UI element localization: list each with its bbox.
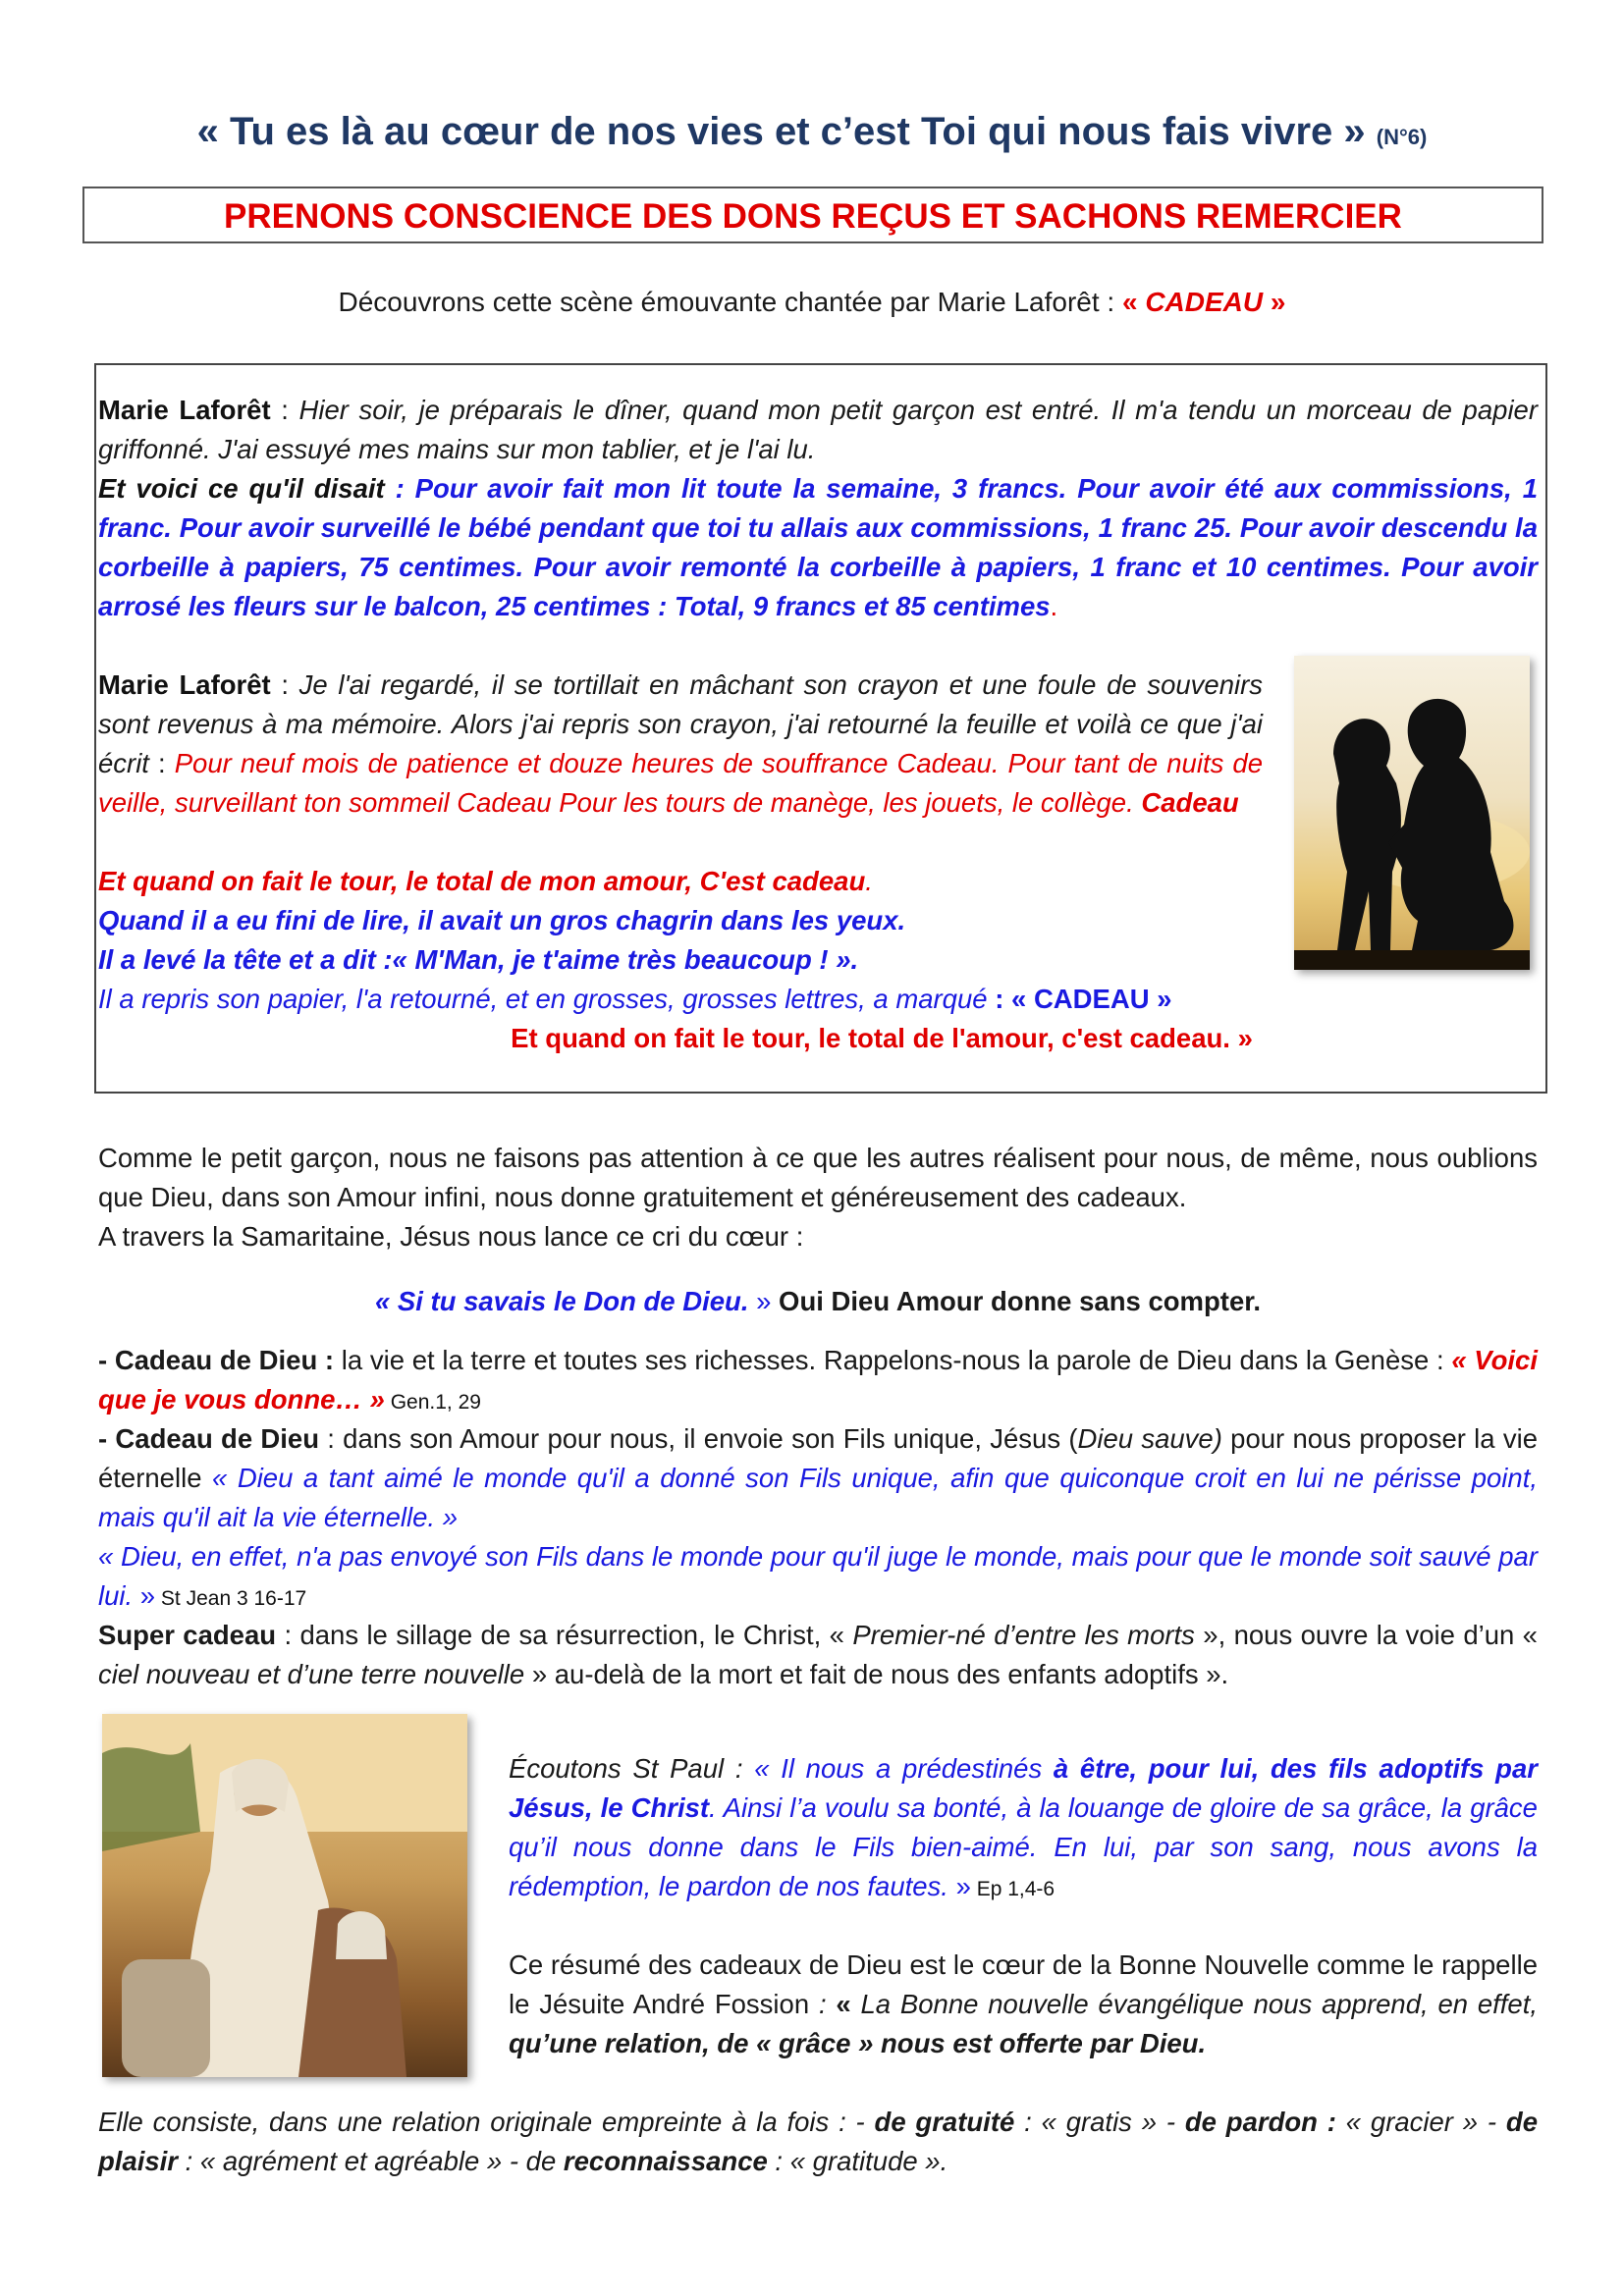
bible-reference: Ep 1,4-6 <box>970 1878 1056 1900</box>
lyrics-paragraph-2 <box>98 469 1538 626</box>
title-text: « Tu es là au cœur de nos vies et c’est Toi qui nous fais vivre » <box>196 110 1366 153</box>
cadeau-2-quote <box>98 1537 1538 1619</box>
cadeau-label: - Cadeau de Dieu <box>98 1423 319 1454</box>
lyrics-line-1 <box>98 862 1263 901</box>
john-quote: « Dieu, en effet, n'a pas envoyé son Fils dans le monde pour qu'il juge le monde, mais pour que le monde soit sauvé par lui. <box>98 1541 1538 1611</box>
st-paul-paragraph <box>509 1749 1538 1909</box>
lyrics-text: Hier soir, je préparais le dîner, quand mon petit garçon est entré. Il m'a tendu un morceau de papier griffonné. J'ai essuyé mes mains sur mon tablier, et je l'ai lu. <box>98 395 1539 464</box>
lyrics-text: Il a levé la tête et a dit :« M'Man, je t'aime très beaucoup ! ». <box>98 944 859 975</box>
paul-lead: Écoutons St Paul : <box>509 1753 755 1784</box>
closing-bold: reconnaissance <box>563 2146 768 2176</box>
lyrics-paragraph-3 <box>98 666 1263 823</box>
closing-bold: de pardon : <box>1184 2107 1336 2137</box>
closing-text: : « gratis » - <box>1014 2107 1185 2137</box>
period: . <box>1050 591 1058 621</box>
cadeau-word: Cadeau <box>1141 787 1239 818</box>
cadeau-text: : dans le sillage de sa résurrection, le Christ, « <box>276 1620 853 1650</box>
closing-text: Elle consiste, dans une relation originale empreinte à la fois : - <box>98 2107 875 2137</box>
silhouette-icon <box>1294 656 1530 970</box>
lyrics-text: Quand il a eu fini de lire, il avait un gros chagrin dans les yeux. <box>98 905 906 935</box>
body-paragraph-2 <box>98 1217 1538 1256</box>
cadeau-word: : « CADEAU » <box>987 984 1172 1014</box>
song-close-quote: » <box>1270 287 1286 317</box>
genesis-quote: « Voici que je vous donne… » <box>98 1345 1538 1415</box>
paul-quote-bold: à être, pour lui, des fils adoptifs par Jésus, le Christ <box>509 1753 1538 1823</box>
closing-bold: de gratuité <box>874 2107 1015 2137</box>
don-de-dieu-quote <box>98 1282 1538 1321</box>
lyrics-line-2 <box>98 901 1263 940</box>
fossion-paragraph <box>509 1946 1538 2063</box>
lyrics-paragraph-1 <box>98 391 1538 469</box>
paul-quote: . Ainsi l’a voulu sa bonté, à la louange de gloire de sa grâce, la grâce qu’il nous donne dans le Fils bien-aimé. En lui, par son sang, nous avons la rédemption, le pardon de nos fautes. <box>509 1792 1538 1901</box>
cadeau-text: », nous ouvre la voie d’un « <box>1194 1620 1538 1650</box>
separator: : <box>148 748 175 778</box>
lyrics-text: Je l'ai regardé, il se tortillait en mâchant son crayon et une foule de souvenirs sont revenus à ma mémoire. Alors j'ai repris son crayon, j'ai retourné la feuille et voilà ce que j'ai écrit <box>98 669 1264 778</box>
closing-text: : « agrément et agréable » - de <box>178 2146 564 2176</box>
separator: : <box>809 1989 837 2019</box>
page-title <box>0 110 1624 154</box>
cadeau-italic: Dieu sauve) <box>1077 1423 1222 1454</box>
quote-after: Oui Dieu Amour donne sans compter. <box>771 1286 1262 1316</box>
period: . <box>865 866 873 896</box>
speaker-name: Marie Laforêt <box>98 395 271 425</box>
cadeau-text: pour nous proposer la vie éternelle <box>98 1423 1538 1493</box>
body-text: A travers la Samaritaine, Jésus nous lance ce cri du cœur : <box>98 1221 804 1252</box>
cadeau-italic: Premier-né d’entre les morts <box>852 1620 1195 1650</box>
intro-text: Découvrons cette scène émouvante chantée par Marie Laforêt : <box>338 287 1115 317</box>
lyrics-line-4 <box>98 980 1322 1019</box>
lyrics-line-3 <box>98 940 1263 980</box>
mother-child-silhouette-image <box>1294 656 1530 970</box>
cadeau-label: - Cadeau de Dieu : <box>98 1345 335 1375</box>
separator: : <box>270 395 299 425</box>
intro-line <box>0 287 1624 318</box>
jesus-samaritan-woman-image <box>102 1714 467 2077</box>
title-number: (N°6) <box>1376 125 1428 149</box>
paul-quote: « Il nous a prédestinés <box>754 1753 1054 1784</box>
song-name: CADEAU <box>1145 287 1264 317</box>
closing-text: : « gratitude ». <box>767 2146 948 2176</box>
body-text: Comme le petit garçon, nous ne faisons pas attention à ce que les autres réalisent pour nous, de même, nous oublions que Dieu, dans son Amour infini, nous donne gratuitement et généreusement des cadeaux. <box>98 1143 1538 1212</box>
cadeau-italic: ciel nouveau et d’une terre nouvelle <box>98 1659 525 1689</box>
refrain-line: Et quand on fait le tour, le total de l'amour, c'est cadeau. » <box>511 1023 1253 1053</box>
theme-banner: PRENONS CONSCIENCE DES DONS REÇUS ET SACHONS REMERCIER <box>82 187 1543 243</box>
bible-reference: Gen.1, 29 <box>384 1391 481 1414</box>
quote-open: « <box>836 1989 861 2019</box>
closing-text: « gracier » - <box>1335 2107 1506 2137</box>
cadeau-1 <box>98 1341 1538 1422</box>
speaker-name: Marie Laforêt <box>98 669 271 700</box>
super-cadeau <box>98 1616 1538 1694</box>
cadeau-label: Super cadeau <box>98 1620 277 1650</box>
closing-bold: de plaisir <box>98 2107 1538 2176</box>
cadeau-text: » au-delà de la mort et fait de nous des enfants adoptifs ». <box>524 1659 1229 1689</box>
separator: : <box>270 669 299 700</box>
song-title <box>1122 287 1286 317</box>
john-quote: « Dieu a tant aimé le monde qu'il a donné son Fils unique, afin que quiconque croit en lui ne périsse point, mais qu'il ait la vie éternelle. » <box>98 1463 1538 1532</box>
quote-close: » <box>133 1580 156 1611</box>
refrain-line: Et quand on fait le tour, le total de mon amour, C'est cadeau <box>98 866 866 896</box>
cadeau-text: : dans son Amour pour nous, il envoie son Fils unique, Jésus ( <box>319 1423 1078 1454</box>
child-bill: : Pour avoir fait mon lit toute la semaine, 3 francs. Pour avoir été aux commissions, 1 franc. Pour avoir surveillé le bébé pendant que toi tu allais aux commissions, 1 franc 25. Pour avoir descendu la corbeille à papiers, 75 centimes. Pour avoir remonté la corbeille à papiers, 1 franc et 10 centimes. Pour avoir arrosé les fleurs sur le balcon, 25 centimes : Total, 9 francs et 85 centimes <box>98 473 1539 621</box>
painting-icon <box>102 1714 467 2077</box>
lyrics-line-5 <box>98 1019 1538 1058</box>
song-open-quote: « <box>1121 287 1138 317</box>
lyrics-lead: Et voici ce qu'il disait <box>98 473 385 504</box>
cadeau-2 <box>98 1419 1538 1537</box>
quote-close: » <box>748 1286 772 1316</box>
mother-bill: Pour neuf mois de patience et douze heures de souffrance Cadeau. Pour tant de nuits de veille, surveillant ton sommeil Cadeau Pour les tours de manège, les jouets, le collège. <box>98 748 1263 818</box>
fossion-quote: La Bonne nouvelle évangélique nous apprend, en effet, <box>860 1989 1538 2019</box>
fossion-text: Ce résumé des cadeaux de Dieu est le cœur de la Bonne Nouvelle comme le rappelle le Jésuite André Fossion <box>509 1949 1538 2019</box>
bible-reference: St Jean 3 16-17 <box>155 1587 307 1610</box>
quote-close: » <box>947 1871 971 1901</box>
cadeau-text: la vie et la terre et toutes ses richesses. Rappelons-nous la parole de Dieu dans la Genèse : <box>334 1345 1452 1375</box>
closing-paragraph <box>98 2103 1538 2181</box>
quote-text: « Si tu savais le Don de Dieu. <box>374 1286 749 1316</box>
lyrics-text: Il a repris son papier, l'a retourné, et en grosses, grosses lettres, a marqué <box>98 984 988 1014</box>
fossion-quote-bold: qu’une relation, de « grâce » nous est offerte par Dieu. <box>509 2028 1207 2058</box>
body-paragraph-1 <box>98 1139 1538 1217</box>
